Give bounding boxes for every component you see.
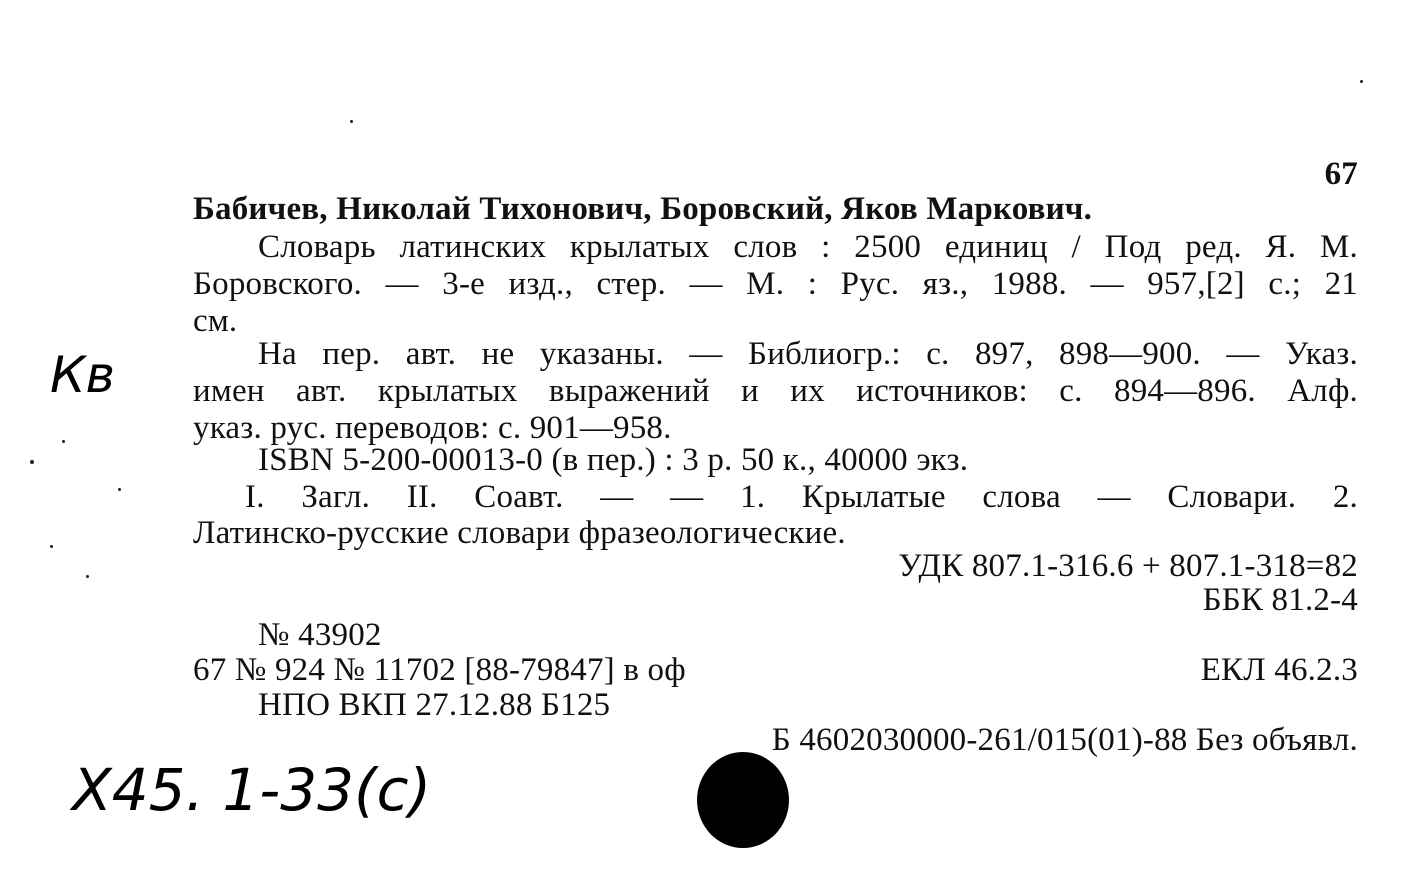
bottom-code: Б 4602030000-261/015(01)-88 Без объявл. (771, 722, 1358, 758)
speck (62, 440, 65, 443)
udk-code: УДК 807.1-316.6 + 807.1-318=82 (898, 548, 1358, 584)
handwritten-margin-note: Кв (50, 346, 115, 404)
note-line-1: На пер. авт. не указаны. — Библиогр.: с. 897, 898—900. — Указ. (258, 336, 1358, 372)
card-number: № 43902 (258, 617, 382, 653)
bbk-code: ББК 81.2-4 (1202, 582, 1358, 618)
ekl-code: ЕКЛ 46.2.3 (1200, 652, 1358, 688)
speck (1360, 80, 1363, 83)
speck (30, 460, 34, 464)
note-line-3: указ. рус. переводов: с. 901—958. (193, 410, 672, 446)
title-line-2: Боровского. — 3-е изд., стер. — М. : Рус. яз., 1988. — 957,[2] с.; 21 (193, 266, 1358, 302)
tracing-line-1: I. Загл. II. Соавт. — — 1. Крылатые слова — Словари. 2. (245, 479, 1358, 515)
author-heading: Бабичев, Николай Тихонович, Боровский, Яков Маркович. (193, 191, 1093, 227)
speck (118, 488, 121, 491)
speck (350, 120, 353, 123)
speck (86, 575, 89, 578)
npo-line: НПО ВКП 27.12.88 Б125 (258, 687, 611, 723)
order-line: 67 № 924 № 11702 [88-79847] в оф (193, 652, 686, 688)
handwritten-shelfmark: Х45. 1-33(с) (72, 756, 432, 824)
title-line-3: см. (193, 303, 238, 339)
tracing-line-2: Латинско-русские словари фразеологические. (193, 515, 846, 551)
isbn-line: ISBN 5-200-00013-0 (в пер.) : 3 р. 50 к., 40000 экз. (258, 442, 969, 478)
speck (50, 545, 53, 548)
title-line-1: Словарь латинских крылатых слов : 2500 единиц / Под ред. Я. М. (258, 229, 1358, 265)
card-punch-hole (697, 752, 789, 848)
note-line-2: имен авт. крылатых выражений и их источников: с. 894—896. Алф. (193, 373, 1358, 409)
page-number: 67 (1324, 156, 1358, 192)
